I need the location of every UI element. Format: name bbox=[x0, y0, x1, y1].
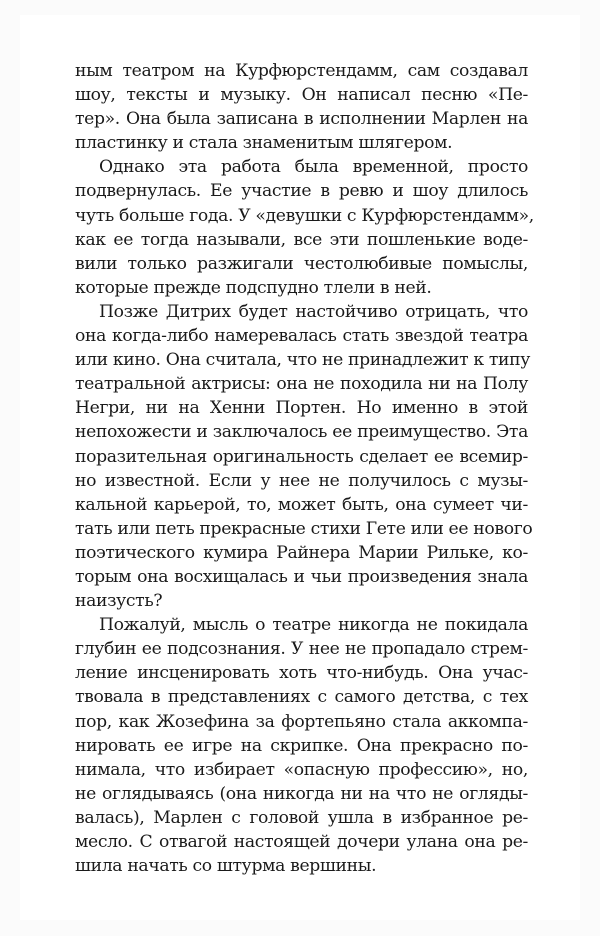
text-line: но известной. Если у нее не получилось с музы- bbox=[75, 470, 528, 491]
text-line: глубин ее подсознания. У нее не пропадало стрем- bbox=[75, 639, 528, 660]
text-line: или кино. Она считала, что не принадлежит к типу bbox=[75, 350, 531, 371]
text-line: шоу, тексты и музыку. Он написал песню «Пе- bbox=[75, 85, 528, 106]
text-line: не оглядываясь (она никогда ни на что не огляды- bbox=[75, 783, 528, 804]
text-line: пор, как Жозефина за фортепьяно стала аккомпа- bbox=[75, 711, 528, 732]
text-line: поразительная оригинальность сделает ее всемир- bbox=[75, 446, 528, 467]
text-line: нировать ее игре на скрипке. Она прекрасно по- bbox=[75, 735, 528, 756]
text-line: ным театром на Курфюрстендамм, сам создавал bbox=[75, 61, 528, 81]
text-line: тать или петь прекрасные стихи Гете или ее нового bbox=[75, 518, 533, 539]
paragraph bbox=[75, 613, 528, 878]
text-line: валась), Марлен с головой ушла в избранное ре- bbox=[75, 807, 528, 828]
paragraph bbox=[75, 300, 533, 613]
text-line: поэтического кумира Райнера Марии Рильке, ко- bbox=[75, 542, 528, 563]
text-line: непохожести и заключалось ее преимущество. Эта bbox=[75, 422, 528, 443]
text-line: как ее тогда называли, все эти пошленькие воде- bbox=[75, 229, 528, 250]
text-line: Позже Дитрих будет настойчиво отрицать, что bbox=[99, 301, 528, 322]
text-line: кальной карьерой, то, может быть, она сумеет чи- bbox=[75, 494, 528, 515]
paragraph bbox=[75, 59, 528, 155]
text-line: нимала, что избирает «опасную профессию», но, bbox=[75, 759, 528, 780]
text-line: месло. С отвагой настоящей дочери улана она ре- bbox=[75, 832, 528, 852]
text-line: подвернулась. Ее участие в ревю и шоу длилось bbox=[75, 181, 528, 202]
text-line: чуть больше года. У «девушки с Курфюрстендамм», bbox=[75, 205, 534, 226]
text-line: она когда-либо намеревалась стать звездой театра bbox=[75, 326, 528, 347]
text-line: твовала в представлениях с самого детства, с тех bbox=[75, 687, 528, 708]
text-line: Пожалуй, мысль о театре никогда не покидала bbox=[99, 615, 528, 636]
paragraph bbox=[75, 155, 534, 300]
text-line: Негри, ни на Хенни Портен. Но именно в этой bbox=[75, 398, 528, 419]
text-line: вили только разжигали честолюбивые помыслы, bbox=[75, 253, 528, 274]
text-line: ление инсценировать хоть что-нибудь. Она учас- bbox=[75, 663, 528, 684]
text-line: тер». Она была записана в исполнении Марлен на bbox=[75, 109, 528, 130]
text-line: шила начать со штурма вершины. bbox=[75, 856, 377, 877]
text-line: Однако эта работа была временной, просто bbox=[99, 157, 528, 178]
text-line: пластинку и стала знаменитым шлягером. bbox=[75, 133, 453, 154]
text-line: которые прежде подспудно тлели в ней. bbox=[75, 277, 432, 298]
text-line: наизусть? bbox=[75, 591, 163, 612]
page-body-text bbox=[75, 59, 534, 878]
text-line: театральной актрисы: она не походила ни на Полу bbox=[75, 374, 528, 395]
text-line: торым она восхищалась и чьи произведения знала bbox=[75, 566, 528, 587]
